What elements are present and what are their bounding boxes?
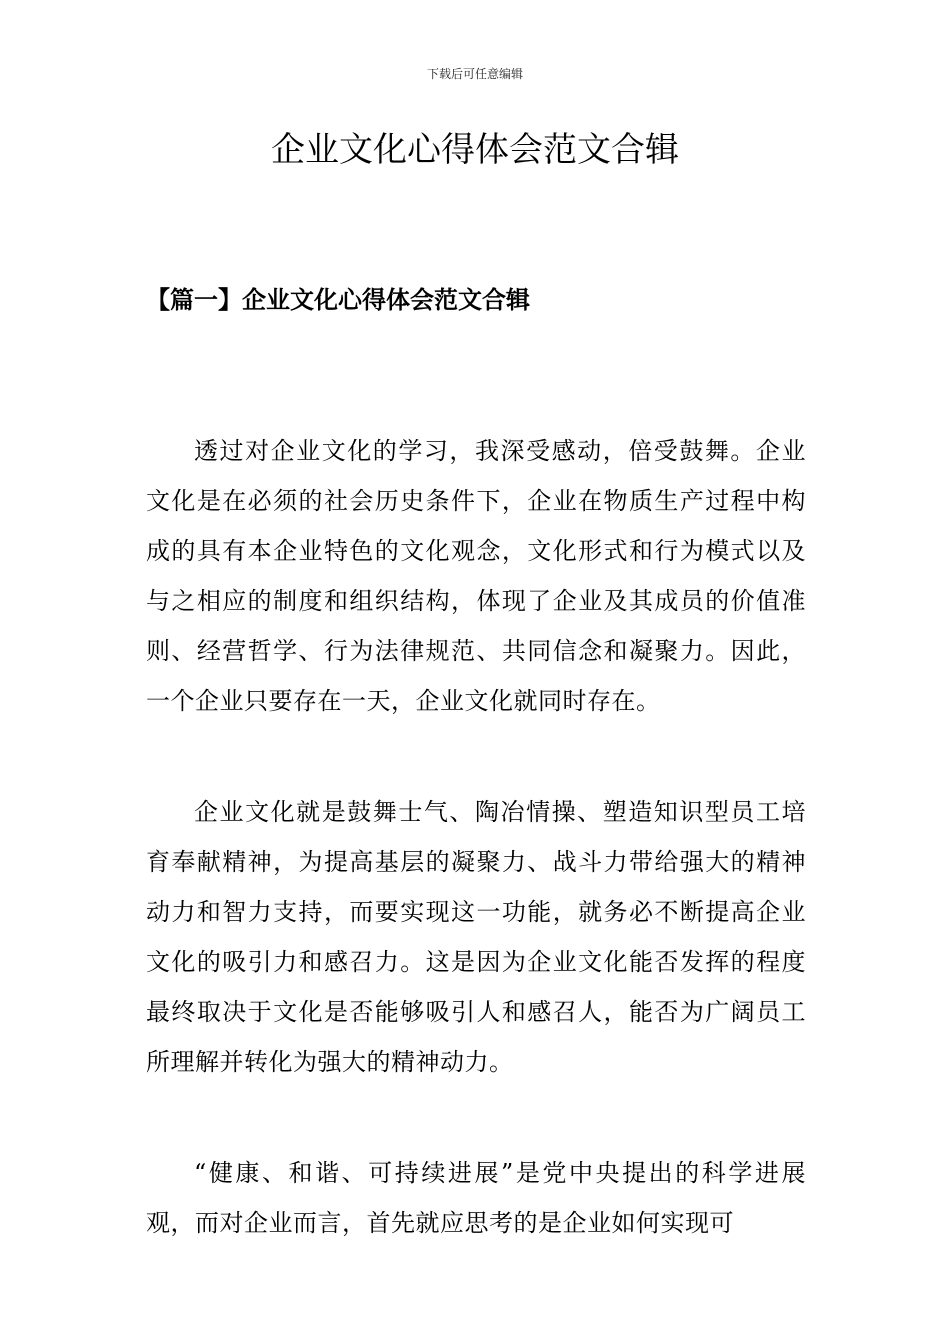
- header-note: 下载后可任意编辑: [426, 67, 523, 81]
- section-heading: 【篇一】企业文化心得体会范文合辑: [146, 285, 530, 314]
- body-text: [146, 426, 806, 1309]
- paragraph-3: “健康、和谐、可持续进展”是党中央提出的科学进展观，而对企业而言，首先就应思考的是企业如何实现可: [146, 1159, 806, 1237]
- document-title: 企业文化心得体会范文合辑: [271, 130, 679, 170]
- paragraph-1: 透过对企业文化的学习，我深受感动，倍受鼓舞。企业文化是在必须的社会历史条件下，企业在物质生产过程中构成的具有本企业特色的文化观念，文化形式和行为模式以及与之相应的制度和组织结构，体现了企业及其成员的价值准则、经营哲学、行为法律规范、共同信念和凝聚力。因此，一个企业只要存在一天，企业文化就同时存在。: [146, 437, 806, 715]
- paragraph-2: 企业文化就是鼓舞士气、陶冶情操、塑造知识型员工培育奉献精神，为提高基层的凝聚力、战斗力带给强大的精神动力和智力支持，而要实现这一功能，就务必不断提高企业文化的吸引力和感召力。这是因为企业文化能否发挥的程度最终取决于文化是否能够吸引人和感召人，能否为广阔员工所理解并转化为强大的精神动力。: [146, 798, 806, 1076]
